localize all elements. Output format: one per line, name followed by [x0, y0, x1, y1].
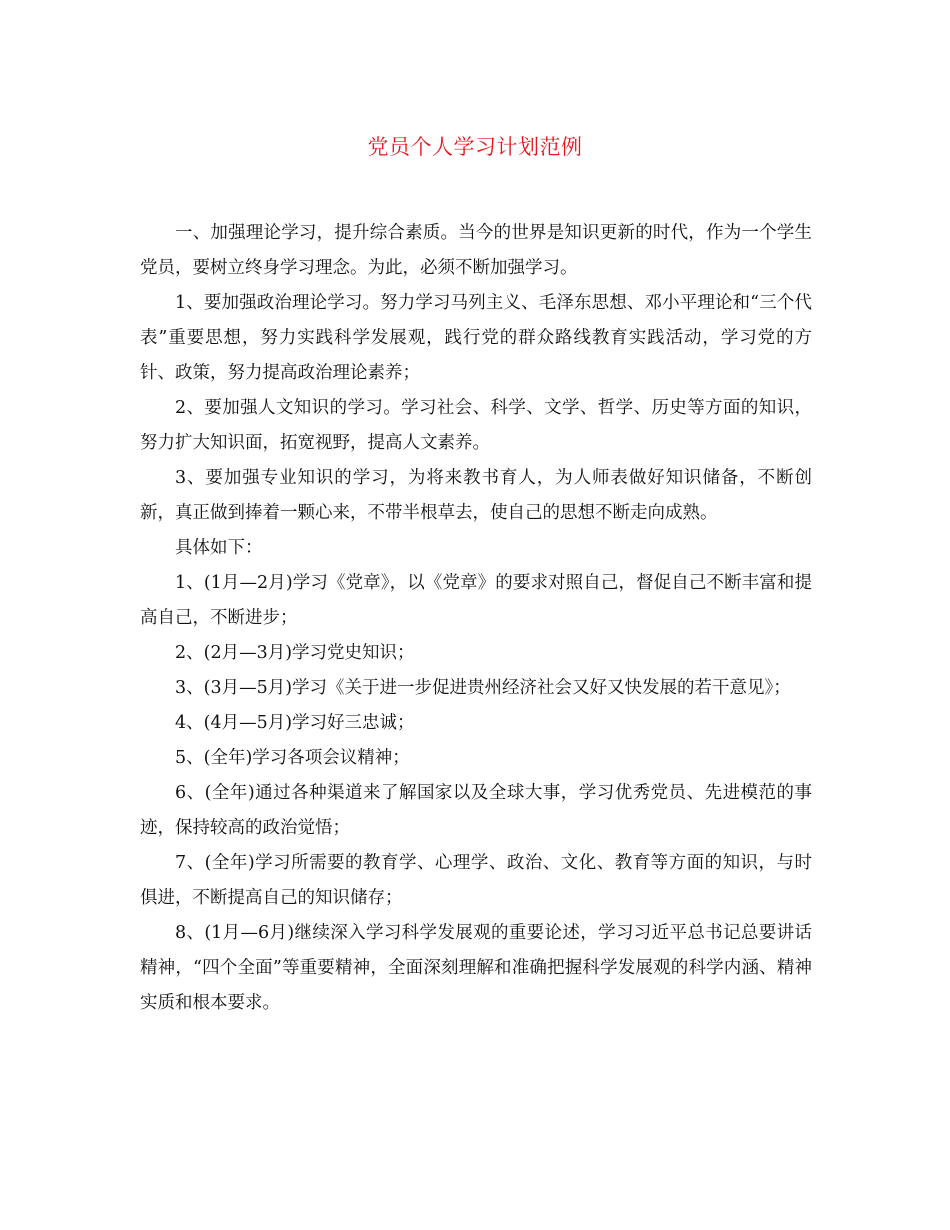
paragraph-humanities: 2、要加强人文知识的学习。学习社会、科学、文学、哲学、历史等方面的知识，努力扩大知识面，拓宽视野，提高人文素养。: [140, 398, 812, 453]
plan-item-6: 6、(全年)通过各种渠道来了解国家以及全球大事，学习优秀党员、先进模范的事迹，保持较高的政治觉悟；: [140, 783, 812, 838]
paragraph-political-theory: 1、要加强政治理论学习。努力学习马列主义、毛泽东思想、邓小平理论和“三个代表”重要思想，努力实践科学发展观，践行党的群众路线教育实践活动，学习党的方针、政策，努力提高政治理论素养；: [140, 293, 812, 383]
document-title: 党员个人学习计划范例: [367, 135, 583, 159]
plan-item-2: 2、(2月—3月)学习党史知识；: [175, 643, 415, 663]
plan-item-1: 1、(1月—2月)学习《党章》，以《党章》的要求对照自己，督促自己不断丰富和提高自己，不断进步；: [140, 573, 812, 628]
plan-item-3: 3、(3月—5月)学习《关于进一步促进贵州经济社会又好又快发展的若干意见》；: [175, 678, 791, 698]
paragraph-details-heading: 具体如下：: [175, 538, 263, 558]
plan-item-8: 8、(1月—6月)继续深入学习科学发展观的重要论述，学习习近平总书记总要讲话精神，“四个全面”等重要精神，全面深刻理解和准确把握科学发展观的科学内涵、精神实质和根本要求。: [140, 923, 812, 1013]
plan-item-4: 4、(4月—5月)学习好三忠诚；: [175, 713, 415, 733]
document-body: [140, 216, 812, 1021]
paragraph-theory-intro: 一、加强理论学习，提升综合素质。当今的世界是知识更新的时代，作为一个学生党员，要树立终身学习理念。为此，必须不断加强学习。: [140, 223, 812, 278]
plan-item-7: 7、(全年)学习所需要的教育学、心理学、政治、文化、教育等方面的知识，与时俱进，不断提高自己的知识储存；: [140, 853, 812, 908]
paragraph-professional: 3、要加强专业知识的学习，为将来教书育人，为人师表做好知识储备，不断创新，真正做到捧着一颗心来，不带半根草去，使自己的思想不断走向成熟。: [140, 468, 812, 523]
plan-item-5: 5、(全年)学习各项会议精神；: [175, 748, 410, 768]
